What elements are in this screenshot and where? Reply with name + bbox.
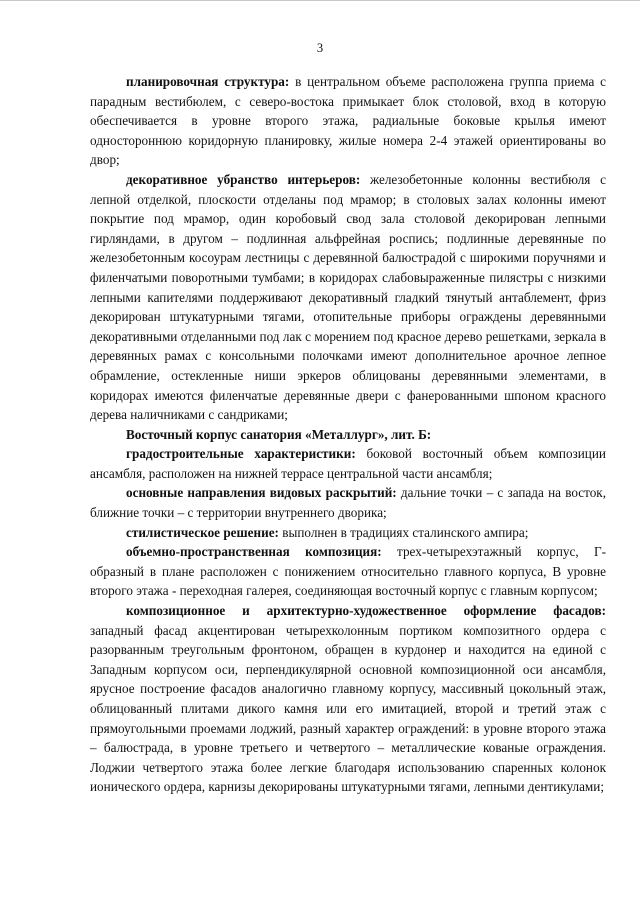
paragraph-text: выполнен в традициях сталинского ампира;: [278, 524, 529, 540]
paragraph-heading: Восточный корпус санатория «Металлург», лит. Б:: [126, 426, 432, 442]
section-heading-east-building: [90, 425, 606, 445]
paragraph-text: в центральном объеме расположена группа приема с парадным вестибюлем, с северо-востока примыкает блок столовой, вход в которую обеспечивается в уровне второго этажа, радиальные боковые крылья имеют одностороннюю коридорную планировку, жилые номера 2-4 этажей ориентированы во двор;: [90, 74, 606, 168]
paragraph-heading: декоративное убранство интерьеров:: [126, 171, 361, 187]
paragraph-planning-structure: [90, 72, 606, 170]
paragraph-heading: стилистическое решение:: [126, 524, 279, 540]
paragraph-view-directions: [90, 483, 606, 522]
paragraph-text: железобетонные колонны вестибюля с лепной отделкой, плоскости отделаны под мрамор; в столовых залах колонны имеют покрытие под мрамор, один коробовый свод зала столовой декорирован лепными гирляндами, в другом – подлинная альфрейная роспись; подлинные деревянные по железобетонным косоурам лестницы с деревянной балюстрадой с широкими поручнями и филенчатыми поворотными тумбами; в коридорах слабовыраженные пилястры с низкими лепными капителями поддерживают декоративный гладкий тянутый антаблемент, фриз декорирован штукатурными тягами, отопительные приборы ограждены деревянными декоративными отделанными под лак с морением под красное дерево решетками, зеркала в деревянных рамах с консольными полочками имеют дополнительное арочное лепное обрамление, остекленные ниши эркеров облицованы деревянными элементами, в коридорах имеются филенчатые деревянные двери с фанерованными шпоном красного дерева наличниками с сандриками;: [90, 171, 606, 423]
paragraph-text: западный фасад акцентирован четырехколонным портиком композитного ордера с разорванным треугольным фронтоном, обращен в курдонер и находится на единой с Западным корпусом оси, перпендикулярной основной композиционной оси ансамбля, ярусное построение фасадов аналогично главному корпусу, массивный цокольный этаж, облицованный плитами дикого камня или его имитацией, второй и третий этаж с прямоугольными проемами лоджий, разный характер ограждений: в уровне второго этажа – балюстрада, в уровне третьего и четвертого – металлические кованые ограждения. Лоджии четвертого этажа более легкие благодаря использованию спаренных колонок ионического ордера, карнизы декорированы штукатурными тягами, лепными дентикулами;: [90, 622, 606, 795]
paragraph-heading: планировочная структура:: [126, 74, 290, 89]
paragraph-urban-characteristics: [90, 444, 606, 483]
paragraph-interior-decoration: [90, 170, 606, 425]
paragraph-text: трех-четырехэтажный корпус, Г-образный в плане расположен с понижением относительно главного корпуса, В уровне второго этажа - переходная галерея, соединяющая восточный корпус с главным корпусом;: [90, 544, 606, 599]
paragraph-heading: градостроительные характеристики:: [126, 446, 356, 462]
paragraph-facade-design: [90, 601, 606, 797]
page-number: 3: [316, 41, 324, 55]
paragraph-style-solution: [90, 523, 606, 543]
paragraph-heading: объемно-пространственная композиция:: [126, 544, 382, 560]
paragraph-heading: основные направления видовых раскрытий:: [126, 485, 397, 501]
paragraph-text: дальние точки – с запада на восток, ближние точки – с территории внутреннего дворика;: [90, 485, 607, 521]
document-body: [90, 72, 606, 797]
page-top-edge: [0, 0, 640, 7]
paragraph-heading: композиционное и архитектурно-художественное оформление фасадов:: [126, 603, 606, 619]
paragraph-volume-composition: [90, 542, 606, 601]
paragraph-text: боковой восточный объем композиции ансамбля, расположен на нижней террасе центральной части ансамбля;: [90, 446, 606, 481]
